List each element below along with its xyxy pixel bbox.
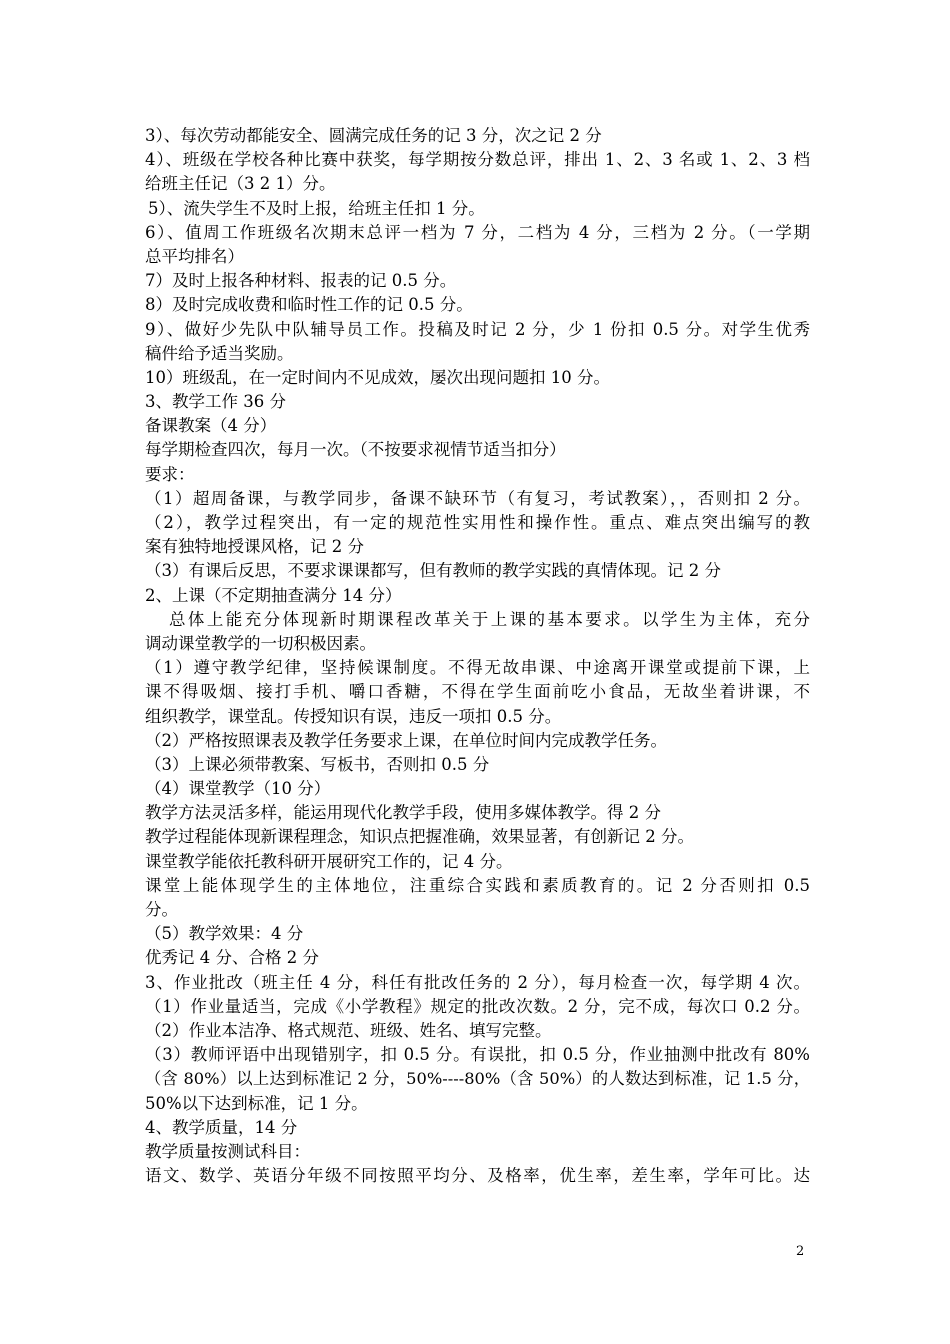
text-line: 课不得吸烟、接打手机、嚼口香糖，不得在学生面前吃小食品，无故坐着讲课，不 <box>145 682 810 702</box>
text-line: 语文、数学、英语分年级不同按照平均分、及格率，优生率，差生率，学年可比。达 <box>145 1166 810 1186</box>
text-line: 组织教学，课堂乱。传授知识有误，违反一项扣 0.5 分。 <box>145 706 562 726</box>
text-line: 教学过程能体现新课程理念，知识点把握准确，效果显著，有创新记 2 分。 <box>145 827 694 847</box>
section-heading: 2、上课（不定期抽查满分 14 分） <box>145 585 402 605</box>
text-line: （4）课堂教学（10 分） <box>145 779 331 799</box>
section-heading: 4、教学质量，14 分 <box>145 1117 298 1137</box>
text-line: 稿件给予适当奖励。 <box>145 343 294 363</box>
text-line: 分。 <box>145 900 178 919</box>
text-line: 课堂上能体现学生的主体地位，注重综合实践和素质教育的。记 2 分否则扣 0.5 <box>145 875 810 895</box>
text-line: 备课教案（4 分） <box>145 416 277 436</box>
text-line: 4）、班级在学校各种比赛中获奖，每学期按分数总评，排出 1、2、3 名或 1、2、3 档 <box>145 150 810 170</box>
text-line: 要求： <box>145 464 195 484</box>
text-line: （2），教学过程突出，有一定的规范性实用性和操作性。重点、难点突出编写的教 <box>145 513 810 532</box>
page-number: 2 <box>796 1244 805 1259</box>
text-line: （1）遵守教学纪律，坚持候课制度。不得无故串课、中途离开课堂或提前下课，上 <box>145 658 810 678</box>
section-heading: 3、教学工作 36 分 <box>145 392 286 412</box>
text-line: 调动课堂教学的一切积极因素。 <box>145 633 376 653</box>
text-line: 总平均排名） <box>145 246 244 266</box>
text-line: （含 80%）以上达到标准记 2 分，50%----80%（含 50%）的人数达到标准，记 1.5 分， <box>145 1069 810 1089</box>
text-line: （3）上课必须带教案、写板书，否则扣 0.5 分 <box>145 754 490 774</box>
text-line: 给班主任记（3 2 1）分。 <box>145 174 336 194</box>
text-line: 5）、流失学生不及时上报，给班主任扣 1 分。 <box>148 198 485 218</box>
text-line: 课堂教学能依托教科研开展研究工作的，记 4 分。 <box>145 851 513 871</box>
text-line: （1）作业量适当，完成《小学教程》规定的批改次数。2 分，完不成，每次口 0.2 分。 <box>145 996 810 1016</box>
text-line: （2）严格按照课表及教学任务要求上课，在单位时间内完成教学任务。 <box>145 730 667 750</box>
text-line: 9）、做好少先队中队辅导员工作。投稿及时记 2 分，少 1 份扣 0.5 分。对学生优秀 <box>145 319 810 339</box>
text-line: （2）作业本洁净、格式规范、班级、姓名、填写完整。 <box>145 1020 552 1040</box>
section-heading: 3、作业批改（班主任 4 分，科任有批改任务的 2 分），每月检查一次，每学期 4 次。 <box>145 972 810 992</box>
text-line: 教学方法灵活多样，能运用现代化教学手段，使用多媒体教学。得 2 分 <box>145 803 661 823</box>
text-line: 案有独特地授课风格，记 2 分 <box>145 537 364 557</box>
text-line: 7）及时上报各种材料、报表的记 0.5 分。 <box>145 271 457 291</box>
text-line: 优秀记 4 分、合格 2 分 <box>145 948 319 968</box>
text-line: 3）、每次劳动都能安全、圆满完成任务的记 3 分，次之记 2 分 <box>145 126 602 145</box>
text-line: 8）及时完成收费和临时性工作的记 0.5 分。 <box>145 295 473 315</box>
text-line: （3）教师评语中出现错别字，扣 0.5 分。有误批，扣 0.5 分，作业抽测中批改有 80% <box>145 1045 810 1065</box>
text-line: 50%以下达到标准，记 1 分。 <box>145 1093 368 1113</box>
text-line: （3）有课后反思，不要求课课都写，但有教师的教学实践的真情体现。记 2 分 <box>145 561 721 581</box>
text-line: 每学期检查四次，每月一次。（不按要求视情节适当扣分） <box>145 440 566 460</box>
text-line: 10）班级乱，在一定时间内不见成效，屡次出现问题扣 10 分。 <box>145 367 610 387</box>
text-line: 总体上能充分体现新时期课程改革关于上课的基本要求。以学生为主体，充分 <box>169 609 810 629</box>
text-line: （5）教学效果：4 分 <box>145 924 304 944</box>
document-body <box>145 124 810 1188</box>
text-line: （1）超周备课，与教学同步，备课不缺环节（有复习，考试教案），，否则扣 2 分。 <box>145 488 810 508</box>
text-line: 6）、值周工作班级名次期末总评一档为 7 分，二档为 4 分，三档为 2 分。（一学期 <box>145 222 810 242</box>
text-line: 教学质量按测试科目： <box>145 1141 310 1161</box>
